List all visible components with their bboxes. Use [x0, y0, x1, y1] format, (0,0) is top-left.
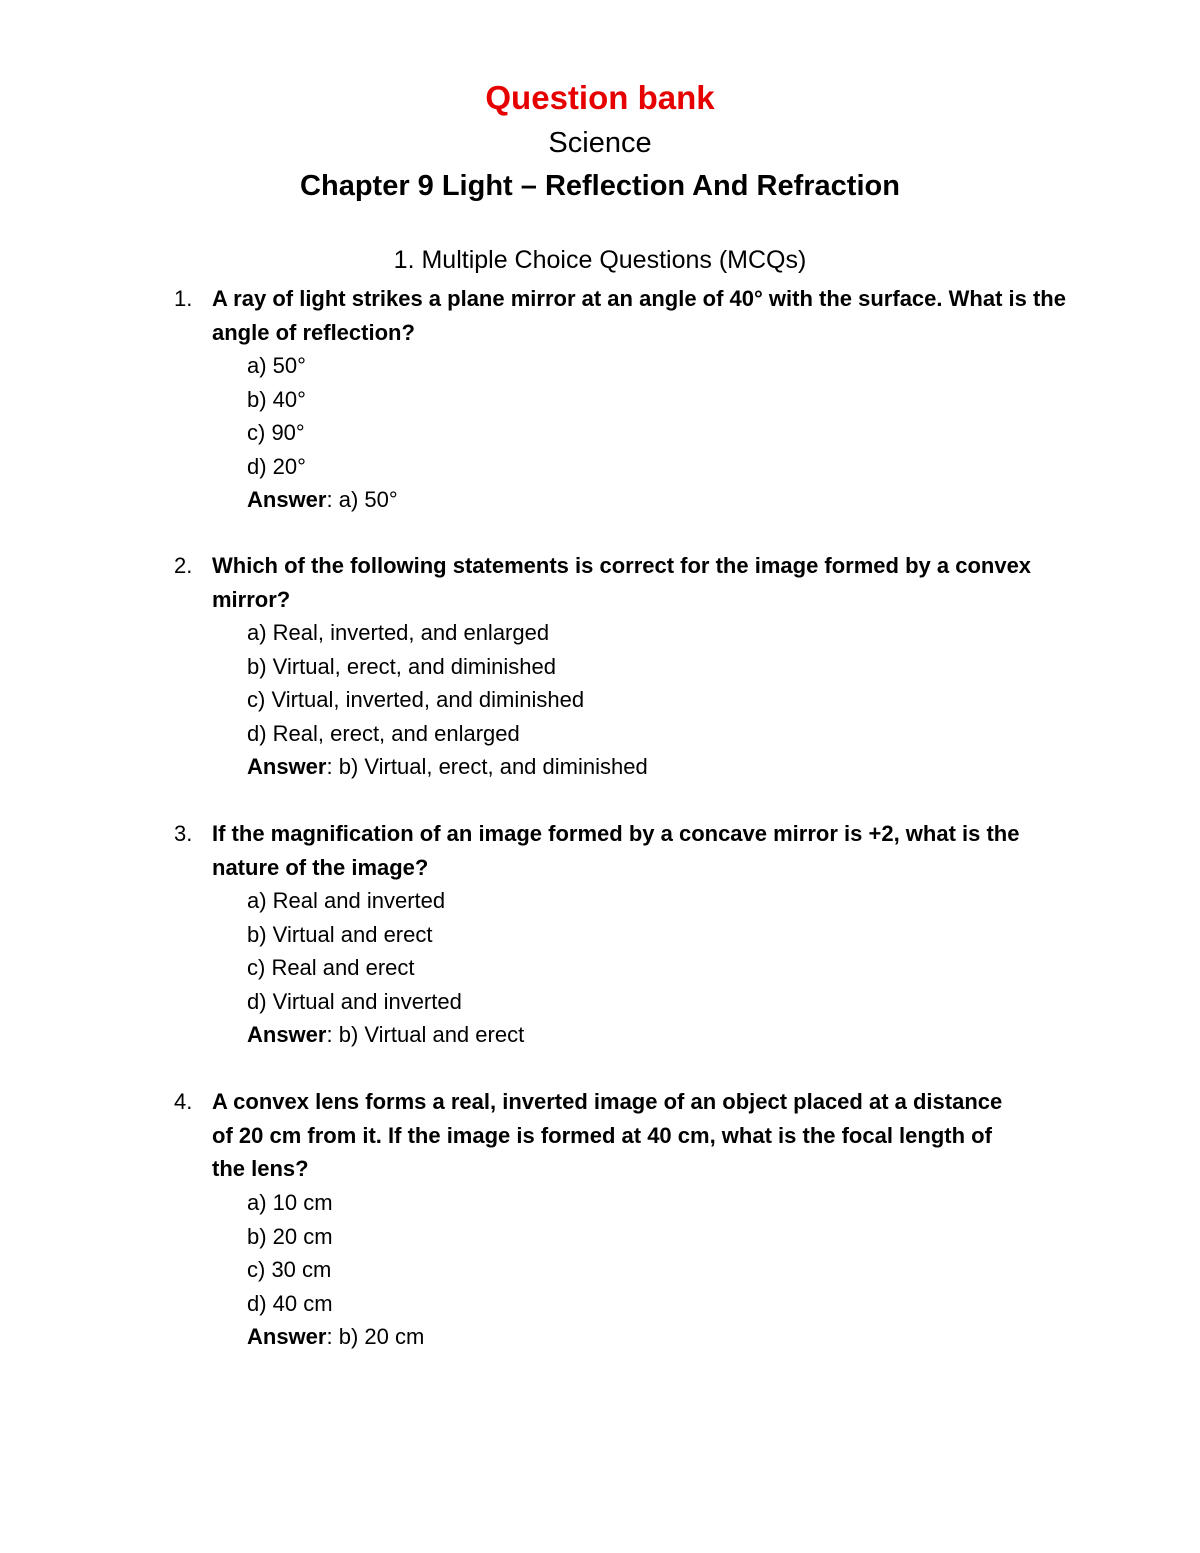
answer-value: : b) Virtual and erect	[326, 1022, 525, 1047]
option-d: d) 40 cm	[247, 1290, 333, 1316]
option-c: c) 30 cm	[247, 1257, 332, 1282]
options-list	[247, 616, 1047, 784]
option-b: b) Virtual and erect	[247, 921, 433, 947]
question-text: A convex lens forms a real, inverted image of an object placed at a distance of 20 cm from it. If the image is formed at 40 cm, what is the focal length of the lens?	[212, 1089, 1003, 1181]
option-b: b) 20 cm	[247, 1223, 333, 1249]
option-c: c) 90°	[247, 420, 305, 445]
chapter-heading: Chapter 9 Light – Reflection And Refraction	[300, 170, 900, 202]
answer-label: Answer	[247, 1324, 327, 1349]
option-a: a) Real and inverted	[247, 888, 446, 913]
question-number: 4.	[174, 1089, 193, 1114]
question-text: A ray of light strikes a plane mirror at an angle of 40° with the surface. What is the angle of reflection?	[212, 286, 1066, 345]
answer-line	[247, 483, 1047, 517]
question-text: If the magnification of an image formed by a concave mirror is +2, what is the nature of the image?	[212, 821, 1020, 880]
option-b: b) Virtual, erect, and diminished	[247, 653, 556, 679]
answer-line	[247, 1320, 1047, 1354]
question-number: 3.	[174, 821, 193, 846]
question-text: Which of the following statements is correct for the image formed by a convex mirror?	[212, 553, 1032, 612]
options-list	[247, 349, 1047, 517]
answer-line	[247, 1018, 1047, 1052]
option-d: d) Real, erect, and enlarged	[247, 720, 520, 746]
question-number: 1.	[174, 286, 193, 311]
answer-label: Answer	[247, 487, 327, 512]
option-d: d) 20°	[247, 453, 306, 479]
answer-line	[247, 750, 1047, 784]
answer-value: : b) Virtual, erect, and diminished	[326, 754, 648, 779]
answer-value: : b) 20 cm	[326, 1324, 425, 1349]
subject-heading: Science	[548, 127, 652, 159]
answer-value: : a) 50°	[326, 487, 398, 512]
answer-label: Answer	[247, 1022, 327, 1047]
option-c: c) Virtual, inverted, and diminished	[247, 687, 585, 712]
answer-label: Answer	[247, 754, 327, 779]
option-a: a) 50°	[247, 353, 306, 378]
option-c: c) Real and erect	[247, 955, 415, 980]
option-a: a) 10 cm	[247, 1190, 333, 1215]
option-b: b) 40°	[247, 386, 306, 412]
option-a: a) Real, inverted, and enlarged	[247, 620, 550, 645]
option-d: d) Virtual and inverted	[247, 988, 462, 1014]
question-number: 2.	[174, 553, 193, 578]
options-list	[247, 1186, 1047, 1354]
page-title: Question bank	[485, 79, 715, 116]
options-list	[247, 884, 1047, 1052]
section-heading: 1. Multiple Choice Questions (MCQs)	[393, 246, 807, 274]
